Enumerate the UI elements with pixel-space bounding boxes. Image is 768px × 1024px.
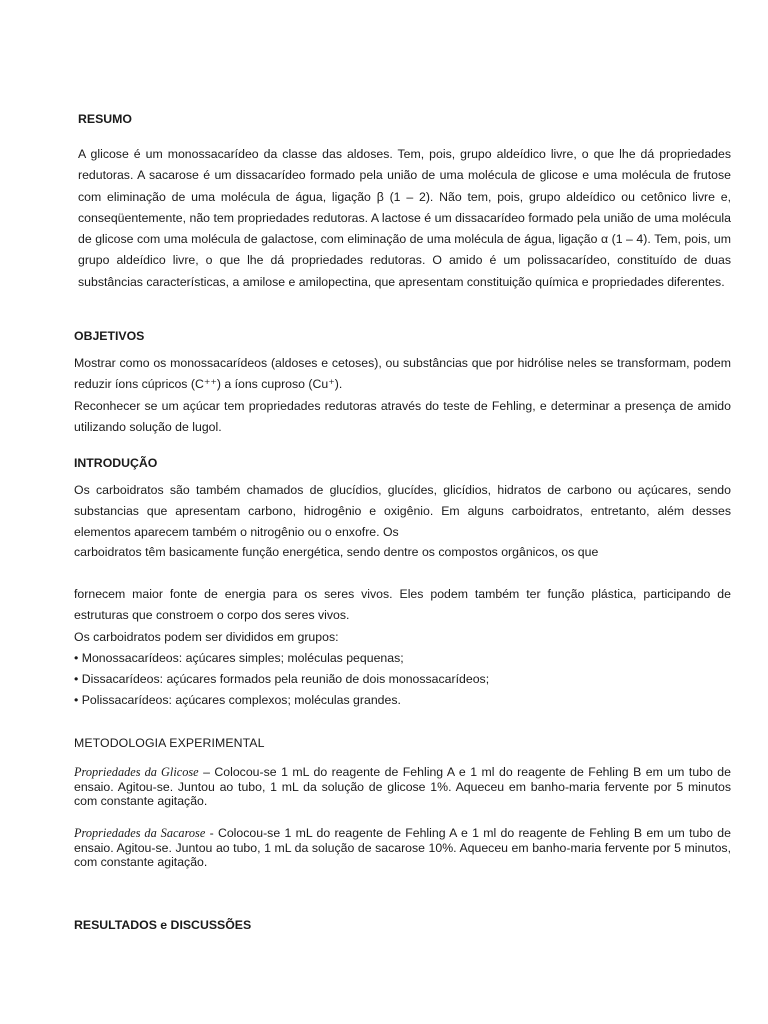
introducao-section-b: [74, 584, 731, 712]
resumo-text: A glicose é um monossacarídeo da classe das aldoses. Tem, pois, grupo aldeídico livre, o que lhe dá propriedades redutoras. A sacarose é um dissacarídeo formado pela união de uma molécula de glicose e uma molécula de frutose com eliminação de uma molécula de água, ligação β (1 – 2). Não tem, pois, grupo aldeídico ou cetônico livre e, conseqüentemente, não tem propriedades redutoras. A lactose é um dissacarídeo formado pela união de uma molécula de glicose com uma molécula de galactose, com eliminação de uma molécula de água, ligação α (1 – 4). Tem, pois, um grupo aldeídico livre, o que lhe dá propriedades redutoras. O amido é um polissacarídeo, constituído de duas substâncias características, a amilose e amilopectina, que apresentam constituição química e propriedades diferentes.: [78, 147, 731, 289]
glicose-paragraph: [74, 765, 731, 809]
introducao-section-a: [74, 480, 731, 563]
resumo-paragraph: [78, 144, 731, 293]
bullet-item: • Polissacarídeos: açúcares complexos; moléculas grandes.: [74, 693, 401, 708]
introducao-heading: INTRODUÇÃO: [74, 456, 158, 470]
glicose-text: – Colocou-se 1 mL do reagente de Fehling A e 1 ml do reagente de Fehling B em um tubo de ensaio. Agitou-se. Juntou ao tubo, 1 mL da solução de glicose 1%. Aqueceu em banho-maria fervente por 5 minutos com constante agitação.: [74, 765, 731, 809]
sacarose-text: - Colocou-se 1 mL do reagente de Fehling A e 1 ml do reagente de Fehling B em um tubo de ensaio. Agitou-se. Juntou ao tubo, 1 mL da solução de sacarose 10%. Aqueceu em banho-maria fervente por 5 minutos, com constante agitação.: [74, 826, 731, 870]
introducao-paragraph-4: Os carboidratos podem ser divididos em grupos:: [74, 629, 339, 644]
bullet-item: • Monossacarídeos: açúcares simples; moléculas pequenas;: [74, 650, 404, 665]
introducao-paragraph-1: Os carboidratos são também chamados de glucídios, glucídes, glicídios, hidratos de carbono ou açúcares, sendo substancias que apresentam carbono, hidrogênio e oxigênio. Em alguns carboidratos, entretanto, além desses elementos aparecem também o nitrogênio ou o enxofre. Os: [74, 483, 731, 539]
objetivos-paragraph-2: Reconhecer se um açúcar tem propriedades redutoras através do teste de Fehling, e determinar a presença de amido utilizando solução de lugol.: [74, 398, 731, 434]
resultados-heading: RESULTADOS e DISCUSSÕES: [74, 918, 252, 932]
metodologia-heading: METODOLOGIA EXPERIMENTAL: [74, 736, 265, 750]
bullet-item: • Dissacarídeos: açúcares formados pela reunião de dois monossacarídeos;: [74, 672, 490, 687]
objetivos-paragraph-1: Mostrar como os monossacarídeos (aldoses e cetoses), ou substâncias que por hidrólise neles se transformam, podem reduzir íons cúpricos (C⁺⁺) a íons cuproso (Cu⁺).: [74, 356, 731, 392]
resumo-heading: RESUMO: [78, 112, 132, 126]
sacarose-paragraph: [74, 826, 731, 870]
sacarose-title: Propriedades da Sacarose: [74, 826, 206, 840]
introducao-paragraph-3: fornecem maior fonte de energia para os seres vivos. Eles podem também ter função plástica, participando de estruturas que constroem o corpo dos seres vivos.: [74, 587, 731, 623]
objetivos-heading: OBJETIVOS: [74, 329, 145, 343]
introducao-paragraph-2: carboidratos têm basicamente função energética, sendo dentre os compostos orgânicos, os que: [74, 545, 599, 560]
glicose-title: Propriedades da Glicose: [74, 765, 199, 779]
objetivos-section: [74, 353, 731, 438]
